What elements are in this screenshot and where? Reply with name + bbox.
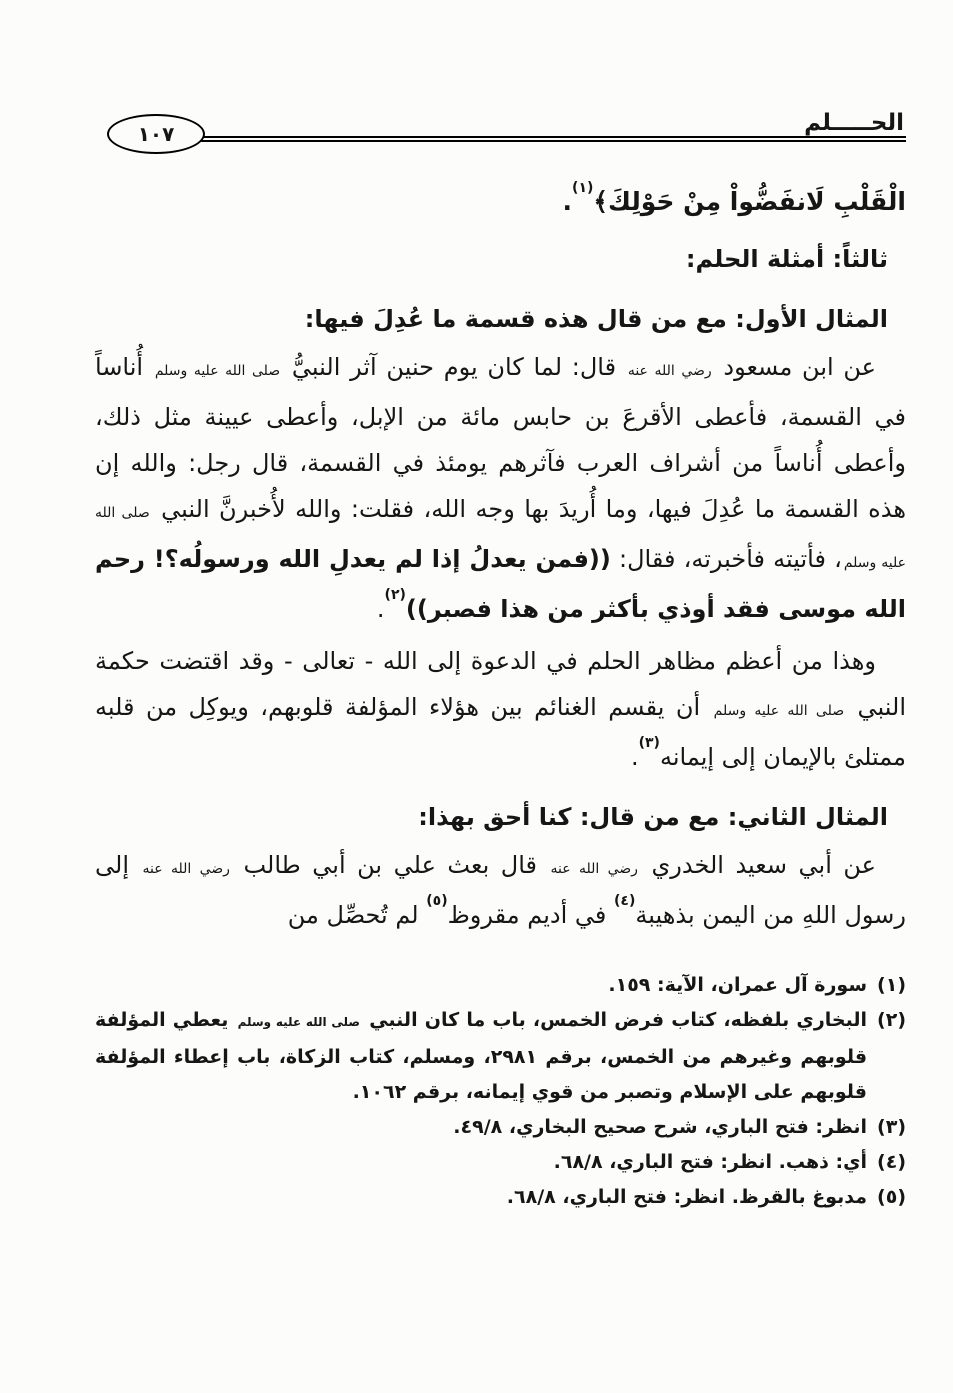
section-heading-amthilat-al-hilm: ثالثاً: أمثلة الحلم: (685, 245, 888, 273)
honorific-sallallahu-alayhi-wasallam: صلى الله عليه وسلم (154, 363, 281, 379)
header-rule (179, 136, 906, 142)
footnote-text (95, 1003, 867, 1110)
page-number-badge (107, 114, 205, 154)
footnote-text-span: أي: ذهب. انظر: فتح الباري، ٦٨/٨. (553, 1151, 868, 1173)
paragraph-text: عن ابن مسعود (713, 353, 877, 381)
footnote-number: (٣) (877, 1116, 906, 1138)
footnotes-section (95, 968, 906, 1215)
page-content (95, 112, 906, 1215)
footnote-text-span: مدبوغ بالقرظ. انظر: فتح الباري، ٦٨/٨. (506, 1186, 868, 1208)
honorific-radiallahu-anhu: رضي الله عنه (627, 363, 712, 379)
footnote-ref-2: (٢) (384, 587, 406, 603)
paragraph-text: . (376, 595, 385, 623)
footnote-text (95, 1180, 867, 1215)
footnote-text-span: يعطي المؤلفة قلوبهم وغيرهم من الخمس، برقم ٢٩٨١، ومسلم، كتاب الزكاة، باب إعطاء المؤلفة قلوبهم على الإسلام وتصبر من قوي إيمانه، برقم ١٠٦٢. (95, 1009, 868, 1103)
paragraph-text: في أديم مقروظ (447, 901, 615, 929)
example2-heading: المثال الثاني: مع من قال: كنا أحق بهذا: (418, 803, 888, 831)
footnote-text (95, 968, 867, 1003)
footnote-ref-3: (٣) (638, 735, 660, 751)
paragraph-text: وهذا من أعظم مظاهر الحلم في الدعوة إلى الله - تعالى - وقد اقتضت حكمة النبي (95, 647, 907, 721)
page-header (95, 112, 906, 156)
footnote-ref-4: (٤) (614, 893, 636, 909)
honorific-radiallahu-anhu: رضي الله عنه (550, 861, 638, 877)
honorific-radiallahu-anhu: رضي الله عنه (142, 861, 230, 877)
chapter-title: الحـــــلم (804, 110, 904, 136)
verse-tail: . (562, 187, 573, 216)
verse-continuation-line (95, 178, 906, 226)
footnote-ref-1: (١) (572, 179, 594, 196)
footnote-text (95, 1145, 867, 1180)
footnote-1 (95, 968, 906, 1003)
footnote-text-span: انظر: فتح الباري، شرح صحيح البخاري، ٤٩/٨. (453, 1116, 868, 1138)
paragraph-text: قال: لما كان يوم حنين آثر النبيُّ (282, 353, 626, 381)
footnote-text-span: البخاري بلفظه، كتاب فرض الخمس، باب ما كان النبي (362, 1009, 867, 1031)
honorific-sallallahu-alayhi-wasallam: صلى الله عليه وسلم (713, 703, 845, 719)
honorific-sallallahu-alayhi-wasallam: صلى الله عليه وسلم (237, 1015, 361, 1029)
page-number-text: ١٠٧ (137, 122, 175, 146)
footnote-number: (٤) (877, 1151, 906, 1173)
footnote-4 (95, 1145, 906, 1180)
footnote-2 (95, 1003, 906, 1110)
paragraph-text: . (630, 743, 639, 771)
footnote-number: (١) (877, 974, 906, 996)
commentary-paragraph (95, 638, 906, 780)
paragraph-text: لم تُحصِّل من (287, 901, 427, 929)
footnote-text (95, 1110, 867, 1145)
footnote-ref-5: (٥) (426, 893, 448, 909)
example1-heading: المثال الأول: مع من قال هذه قسمة ما عُدِلَ فيها: (304, 305, 888, 333)
paragraph-text: إلى رسول اللهِ من اليمن بذهيبة (95, 851, 906, 929)
hadith-abu-said-paragraph (95, 842, 906, 938)
paragraph-text: قال بعث علي بن أبي طالب (231, 851, 549, 879)
honorific-sallallahu-alayhi-wasallam: صلى الله عليه وسلم (95, 505, 906, 571)
hadith-ibn-masud-paragraph (95, 344, 906, 632)
paragraph-text: ، فأتيته فأخبرته، فقال: (610, 545, 842, 573)
footnote-number: (٥) (877, 1186, 906, 1208)
footnote-5 (95, 1180, 906, 1215)
hadith-quote: ((فمن يعدلُ إذا لم يعدلِ الله ورسولُه؟! رحم الله موسى فقد أوذي بأكثر من هذا فصبر)) (95, 545, 906, 623)
paragraph-text: أُناساً في القسمة، فأعطى الأقرعَ بن حابس مائة من الإبل، وأعطى عيينة مثل ذلك، وأعطى أُناساً من أشراف العرب فآثرهم يومئذ في القسمة، قال رجل: والله إن هذه القسمة ما عُدِلَ فيها، وما أُريدَ بها وجه الله، فقلت: والله لأُخبرنَّ النبي (95, 353, 907, 523)
paragraph-text: أن يقسم الغنائم بين هؤلاء المؤلفة قلوبهم، ويوكِل من قلبه ممتلئ بالإيمان إلى إيمانه (95, 693, 906, 771)
paragraph-text: عن أبي سعيد الخدري (639, 851, 876, 879)
footnote-3 (95, 1110, 906, 1145)
footnote-text-span: سورة آل عمران، الآية: ١٥٩. (608, 974, 868, 996)
footnote-number: (٢) (877, 1009, 906, 1031)
verse-text: الْقَلْبِ لَانفَضُّواْ مِنْ حَوْلِكَ﴾ (593, 187, 906, 216)
